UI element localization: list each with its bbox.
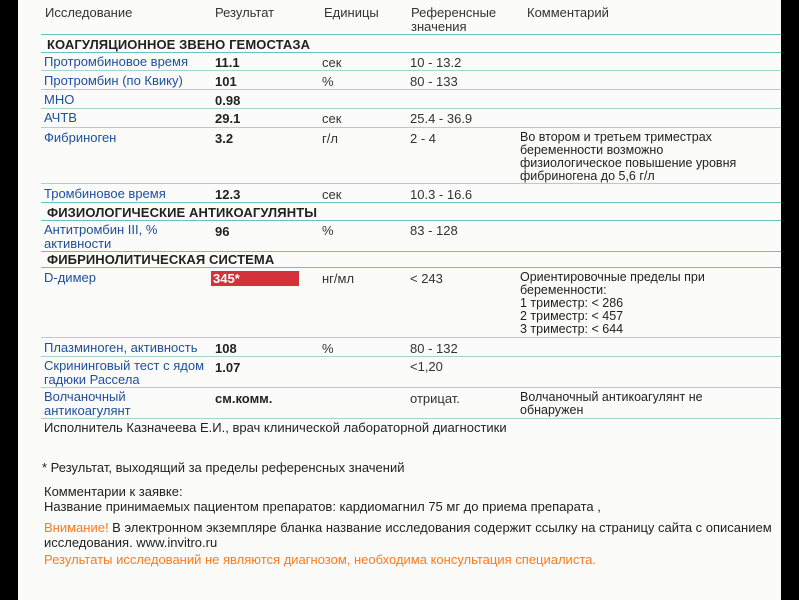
- unit: %: [322, 74, 334, 89]
- result-value: 101: [215, 74, 237, 89]
- reference-range: 25.4 - 36.9: [410, 111, 473, 126]
- test-name-line: Волчаночный: [44, 389, 126, 404]
- performer: Исполнитель Казначеева Е.И., врач клинической лабораторной диагностики: [44, 420, 507, 435]
- comment-line: беременности возможно: [520, 143, 664, 157]
- reference-range: <1,20: [410, 359, 443, 374]
- unit: г/л: [322, 131, 338, 146]
- reference-range: 10.3 - 16.6: [410, 187, 473, 202]
- test-name-lupus-anticoagulant[interactable]: [44, 390, 131, 418]
- test-name-line: активности: [44, 236, 112, 251]
- test-name-prothrombin-time[interactable]: Протромбиновое время: [44, 54, 189, 69]
- test-name-aptt[interactable]: АЧТВ: [44, 110, 77, 125]
- order-comments-title: Комментарии к заявке:: [44, 484, 183, 499]
- divider: [41, 337, 781, 338]
- notice-text: В электронном экземпляре бланка название исследования содержит ссылку на страницу сайта с описанием: [108, 520, 772, 535]
- notice-link-line[interactable]: исследования. www.invitro.ru: [44, 535, 218, 550]
- column-header-comment: Комментарий: [527, 5, 609, 20]
- test-name-line: гадюки Рассела: [44, 372, 140, 387]
- test-name-russell-viper[interactable]: [44, 359, 204, 387]
- section-title-fibrinolytic: ФИБРИНОЛИТИЧЕСКАЯ СИСТЕМА: [47, 252, 275, 267]
- result-value: 3.2: [215, 131, 234, 146]
- unit: %: [322, 341, 334, 356]
- divider: [41, 202, 781, 203]
- divider: [41, 108, 781, 109]
- column-header-units: Единицы: [324, 5, 379, 20]
- unit: сек: [322, 55, 342, 70]
- divider: [41, 220, 781, 221]
- result-value: 0.98: [215, 93, 241, 108]
- comment-lupus: [520, 391, 703, 417]
- notice-label: Внимание!: [44, 520, 109, 535]
- divider: [41, 70, 781, 71]
- comment-line: 2 триместр: < 457: [520, 309, 624, 323]
- test-name-antithrombin[interactable]: [44, 223, 157, 251]
- divider: [41, 418, 781, 419]
- comment-fibrinogen: [520, 131, 736, 183]
- comment-line: Во втором и третьем триместрах: [520, 130, 712, 144]
- test-name-line: Скрининговый тест с ядом: [44, 358, 205, 373]
- divider: [41, 356, 781, 357]
- out-of-range-flag: 345*: [211, 271, 299, 286]
- column-header-reference-2: значения: [411, 19, 467, 34]
- column-header-result: Результат: [215, 5, 275, 20]
- result-value: 29.1: [215, 111, 241, 126]
- comment-line: физиологическое повышение уровня: [520, 156, 737, 170]
- reference-range: 83 - 128: [410, 223, 458, 238]
- comment-line: обнаружен: [520, 403, 584, 417]
- divider: [41, 387, 781, 388]
- test-name-d-dimer[interactable]: D-димер: [44, 270, 96, 285]
- reference-range: 2 - 4: [410, 131, 437, 146]
- divider: [41, 52, 781, 53]
- divider: [41, 34, 781, 35]
- lab-report-page: [18, 0, 781, 600]
- unit: сек: [322, 111, 342, 126]
- notice: [44, 520, 772, 535]
- comment-line: Ориентировочные пределы при: [520, 270, 705, 284]
- unit: сек: [322, 187, 342, 202]
- unit: %: [322, 223, 334, 238]
- divider: [41, 89, 781, 90]
- reference-range: < 243: [410, 271, 443, 286]
- comment-d-dimer: [520, 271, 705, 336]
- test-name-thrombin-time[interactable]: Тромбиновое время: [44, 186, 166, 201]
- divider: [41, 267, 781, 268]
- reference-range: 80 - 132: [410, 341, 458, 356]
- reference-range: 10 - 13.2: [410, 55, 462, 70]
- column-header-study: Исследование: [45, 5, 133, 20]
- comment-line: 1 триместр: < 286: [520, 296, 624, 310]
- comment-line: беременности:: [520, 283, 607, 297]
- reference-range: 80 - 133: [410, 74, 458, 89]
- comment-line: Волчаночный антикоагулянт не: [520, 390, 703, 404]
- test-name-line: Антитромбин III, %: [44, 222, 158, 237]
- disclaimer: Результаты исследований не являются диагнозом, необходима консультация специалиста.: [44, 552, 596, 567]
- result-value: 108: [215, 341, 237, 356]
- result-value: 11.1: [215, 55, 240, 70]
- unit: нг/мл: [322, 271, 355, 286]
- section-title-anticoagulants: ФИЗИОЛОГИЧЕСКИЕ АНТИКОАГУЛЯНТЫ: [47, 205, 318, 220]
- test-name-fibrinogen[interactable]: Фибриноген: [44, 130, 117, 145]
- column-header-reference-1: Референсные: [411, 5, 497, 20]
- test-name-plasminogen[interactable]: Плазминоген, активность: [44, 340, 198, 355]
- order-comments-text: Название принимаемых пациентом препаратов: кардиомагнил 75 мг до приема препарата ,: [44, 499, 601, 514]
- result-value: см.комм.: [215, 391, 273, 406]
- test-name-prothrombin-quick[interactable]: Протромбин (по Квику): [44, 73, 183, 88]
- result-value: 12.3: [215, 187, 241, 202]
- result-value: 96: [215, 224, 230, 239]
- test-name-inr[interactable]: МНО: [44, 92, 75, 107]
- section-title-coagulation: КОАГУЛЯЦИОННОЕ ЗВЕНО ГЕМОСТАЗА: [47, 37, 311, 52]
- comment-line: фибриногена до 5,6 г/л: [520, 169, 655, 183]
- result-value: 1.07: [215, 360, 241, 375]
- comment-line: 3 триместр: < 644: [520, 322, 624, 336]
- divider: [41, 183, 781, 184]
- divider: [41, 127, 781, 128]
- footnote: * Результат, выходящий за пределы референсных значений: [42, 460, 405, 475]
- test-name-line: антикоагулянт: [44, 403, 131, 418]
- reference-range: отрицат.: [410, 391, 460, 406]
